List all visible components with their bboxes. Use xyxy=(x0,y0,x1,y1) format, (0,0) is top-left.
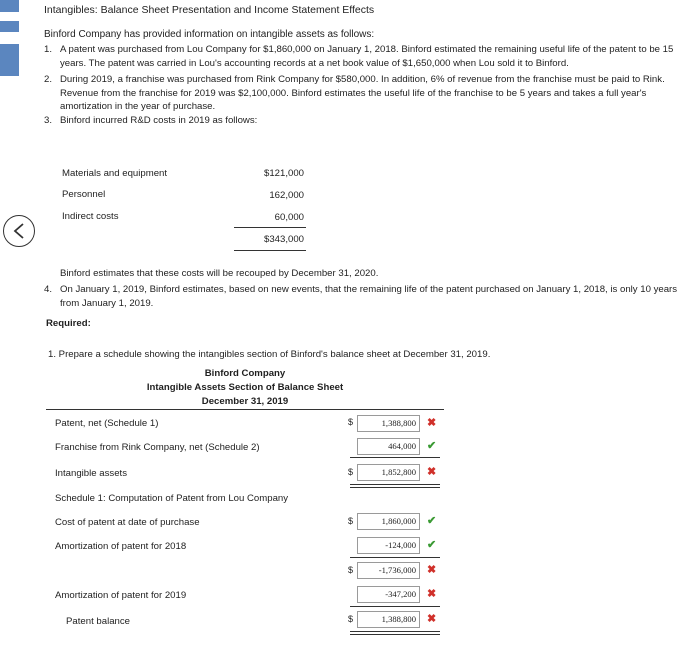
rd-total-rule xyxy=(234,227,306,228)
patent-net-input[interactable]: 1,388,800 xyxy=(357,415,420,432)
chevron-left-icon xyxy=(12,223,26,239)
row-label-cost: Cost of patent at date of purchase xyxy=(55,517,200,528)
question-1: 1. Prepare a schedule showing the intangibles section of Binford's balance sheet at December 31, 2019. xyxy=(48,349,491,360)
dollar-sign: $ xyxy=(348,516,354,526)
rd-value-indirect: 60,000 xyxy=(274,212,304,223)
problem-items xyxy=(44,43,689,127)
schedule-company: Binford Company xyxy=(204,368,286,379)
correct-icon: ✔ xyxy=(427,515,437,527)
item-number: 1. xyxy=(44,44,53,55)
item-text: Binford incurred R&D costs in 2019 as follows: xyxy=(60,114,258,126)
subtotal-rule xyxy=(350,557,440,558)
dollar-sign: $ xyxy=(348,614,354,624)
problem-item-2 xyxy=(44,73,689,114)
item-number: 3. xyxy=(44,114,53,126)
problem-item-3 xyxy=(44,114,689,128)
recoup-note: Binford estimates that these costs will be recouped by December 31, 2020. xyxy=(60,268,379,279)
incorrect-icon: ✖ xyxy=(427,588,437,600)
schedule-1-title: Schedule 1: Computation of Patent from Lou Company xyxy=(55,493,289,504)
item-text: A patent was purchased from Lou Company for $1,860,000 on January 1, 2018. Binford estimated the remaining useful life of the patent to be 15 years. The patent was carried in Lou's accounting records at a net book value of $1,650,000 when Lou sold it to Binford. xyxy=(60,44,674,69)
dollar-sign: $ xyxy=(348,565,354,575)
rd-total-underline xyxy=(234,250,306,251)
row-label-amort-2019: Amortization of patent for 2019 xyxy=(55,590,187,601)
rd-value-personnel: 162,000 xyxy=(269,190,304,201)
row-label-intangible-assets: Intangible assets xyxy=(55,468,127,479)
subtotal-input[interactable]: -1,736,000 xyxy=(357,562,420,579)
sidebar-accent-top xyxy=(0,0,19,12)
page-title: Intangibles: Balance Sheet Presentation and Income Statement Effects xyxy=(44,4,375,16)
subtotal-rule xyxy=(350,457,440,458)
schedule-date: December 31, 2019 xyxy=(201,396,289,407)
balance-double-rule-1 xyxy=(350,631,440,632)
incorrect-icon: ✖ xyxy=(427,613,437,625)
correct-icon: ✔ xyxy=(427,539,437,551)
rd-label-indirect: Indirect costs xyxy=(62,211,119,222)
schedule-heading: Intangible Assets Section of Balance Sheet xyxy=(146,382,344,393)
correct-icon: ✔ xyxy=(427,440,437,452)
subtotal-rule xyxy=(350,606,440,607)
problem-item-1 xyxy=(44,43,689,70)
sidebar-accent-mid xyxy=(0,21,19,32)
amort-2019-input[interactable]: -347,200 xyxy=(357,586,420,603)
franchise-input[interactable]: 464,000 xyxy=(357,438,420,455)
dollar-sign: $ xyxy=(348,417,354,427)
incorrect-icon: ✖ xyxy=(427,417,437,429)
patent-balance-input[interactable]: 1,388,800 xyxy=(357,611,420,628)
balance-double-rule-2 xyxy=(350,634,440,635)
row-label-amort-2018: Amortization of patent for 2018 xyxy=(55,541,187,552)
dollar-sign: $ xyxy=(348,467,354,477)
incorrect-icon: ✖ xyxy=(427,466,437,478)
sidebar-accent-bottom xyxy=(0,44,19,76)
problem-lead: Binford Company has provided information on intangible assets as follows: xyxy=(44,29,375,40)
required-label: Required: xyxy=(46,318,91,329)
rd-value-materials: $121,000 xyxy=(263,168,304,179)
back-button[interactable] xyxy=(3,215,35,247)
rd-label-materials: Materials and equipment xyxy=(62,168,168,179)
schedule-top-rule xyxy=(46,409,444,410)
item-text: On January 1, 2019, Binford estimates, based on new events, that the remaining life of the patent purchased on January 1, 2018, is only 10 years from January 1, 2019. xyxy=(60,284,678,309)
row-label-patent-balance: Patent balance xyxy=(66,616,131,627)
row-label-patent-net: Patent, net (Schedule 1) xyxy=(55,418,159,429)
incorrect-icon: ✖ xyxy=(427,564,437,576)
total-double-rule-2 xyxy=(350,487,440,488)
total-double-rule-1 xyxy=(350,484,440,485)
row-label-franchise: Franchise from Rink Company, net (Schedule 2) xyxy=(55,442,260,453)
cost-input[interactable]: 1,860,000 xyxy=(357,513,420,530)
problem-item-4 xyxy=(44,283,689,310)
rd-total: $343,000 xyxy=(263,234,304,245)
amort-2018-input[interactable]: -124,000 xyxy=(357,537,420,554)
item-number: 2. xyxy=(44,74,53,85)
intangible-assets-input[interactable]: 1,852,800 xyxy=(357,464,420,481)
item-text: During 2019, a franchise was purchased from Rink Company for $580,000. In addition, 6% of revenue from the franchise must be paid to Rink. Revenue from the franchise for 2019 was $2,100,000. Binford estimates the useful life of the franchise to be 5 years and takes a full year's amortization in the year of purchase. xyxy=(60,74,665,112)
item-number: 4. xyxy=(44,284,53,295)
rd-label-personnel: Personnel xyxy=(62,189,106,200)
